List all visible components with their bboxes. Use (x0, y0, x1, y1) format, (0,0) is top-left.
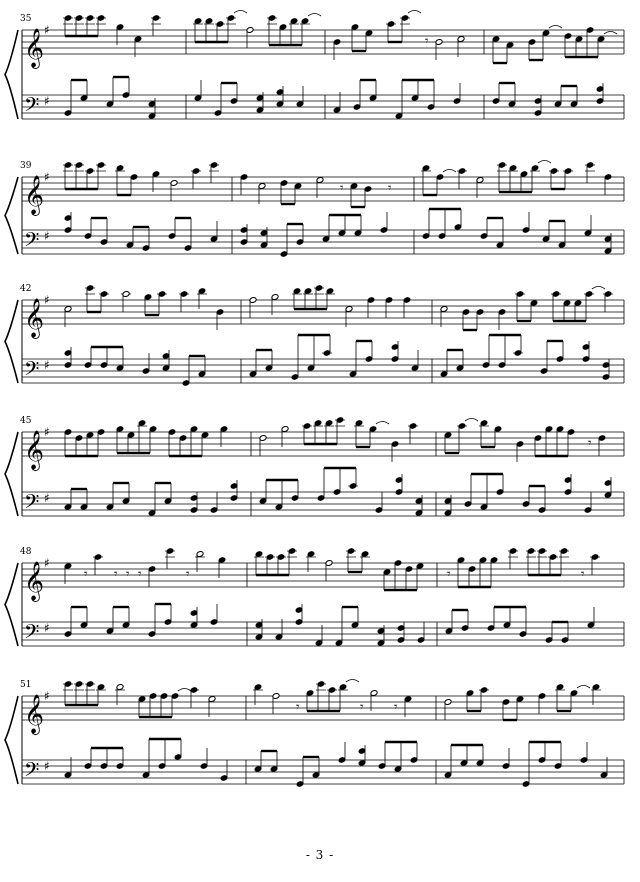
key-signature-sharp-icon: ♯ (44, 491, 50, 505)
tie-arc (577, 686, 590, 689)
system (5, 161, 624, 258)
eighth-rest-icon: 𝄾 (581, 567, 585, 582)
bass-clef-icon: 𝄢 (24, 93, 40, 121)
grand-staff-brace (5, 563, 18, 646)
eighth-rest-icon: 𝄾 (126, 567, 130, 582)
tie-arc (465, 419, 478, 422)
treble-clef-icon: 𝄞 (24, 28, 45, 68)
grand-staff-brace (5, 30, 18, 119)
treble-staff (22, 696, 624, 720)
measure (254, 548, 425, 647)
measure-number: 51 (20, 680, 32, 690)
grand-staff-brace (5, 432, 18, 516)
eighth-rest-icon: 𝄾 (447, 567, 451, 582)
tie-arc (376, 422, 389, 425)
key-signature-sharp-icon: ♯ (44, 358, 50, 372)
measure (240, 174, 392, 258)
bass-staff (22, 230, 624, 254)
measure (440, 287, 613, 381)
system (5, 416, 624, 518)
measure (259, 417, 423, 517)
eighth-rest-icon: 𝄾 (296, 700, 300, 715)
system (5, 11, 624, 122)
bass-clef-icon: 𝄢 (24, 490, 40, 518)
key-signature-sharp-icon: ♯ (44, 621, 50, 635)
bass-staff (22, 622, 624, 646)
eighth-rest-icon: 𝄾 (114, 567, 118, 582)
key-signature-sharp-icon: ♯ (44, 556, 50, 570)
bass-clef-icon: 𝄢 (24, 228, 40, 256)
bass-clef-icon: 𝄢 (24, 620, 40, 648)
key-signature-sharp-icon: ♯ (44, 293, 50, 307)
grand-staff-brace (5, 177, 18, 254)
measure (64, 548, 226, 638)
tie-arc (538, 161, 551, 164)
measure-number: 48 (20, 547, 32, 557)
bass-staff (22, 760, 624, 784)
measure (444, 419, 612, 517)
grand-staff-brace (5, 300, 18, 383)
eighth-rest-icon: 𝄾 (394, 700, 398, 715)
eighth-rest-icon: 𝄾 (186, 567, 190, 582)
tie-arc (346, 680, 359, 683)
tie-arc (604, 32, 617, 35)
treble-clef-icon: 𝄞 (24, 175, 45, 215)
bass-clef-icon: 𝄢 (24, 357, 40, 385)
bass-staff (22, 359, 624, 383)
tie-arc (443, 170, 456, 173)
tie-arc (592, 287, 605, 290)
system (5, 680, 624, 788)
measure (492, 26, 617, 117)
key-signature-sharp-icon: ♯ (44, 170, 50, 184)
measure-number: 45 (20, 416, 32, 426)
system (5, 547, 624, 648)
eighth-rest-icon: 𝄾 (340, 181, 344, 196)
tie-arc (234, 11, 247, 14)
key-signature-sharp-icon: ♯ (44, 94, 50, 108)
measure (249, 285, 419, 381)
measure (63, 162, 219, 252)
eighth-rest-icon: 𝄾 (84, 567, 88, 582)
system (5, 284, 624, 386)
measure (445, 548, 600, 644)
bass-staff (22, 95, 624, 119)
key-signature-sharp-icon: ♯ (44, 23, 50, 37)
eighth-rest-icon: 𝄾 (388, 181, 392, 196)
key-signature-sharp-icon: ♯ (44, 425, 50, 439)
key-signature-sharp-icon: ♯ (44, 689, 50, 703)
treble-clef-icon: 𝄞 (24, 694, 45, 734)
key-signature-sharp-icon: ♯ (44, 229, 50, 243)
eighth-rest-icon: 𝄾 (588, 436, 592, 451)
measure (193, 11, 321, 117)
treble-clef-icon: 𝄞 (24, 561, 45, 601)
measure (421, 161, 612, 255)
measure-number: 42 (20, 284, 32, 294)
measure (333, 11, 465, 120)
measure-number: 39 (20, 161, 32, 171)
grand-staff-brace (5, 696, 18, 784)
eighth-rest-icon: 𝄾 (360, 700, 364, 715)
eighth-rest-icon: 𝄾 (425, 34, 429, 49)
treble-clef-icon: 𝄞 (24, 298, 45, 338)
measure (64, 420, 238, 517)
key-signature-sharp-icon: ♯ (44, 759, 50, 773)
treble-clef-icon: 𝄞 (24, 430, 45, 470)
eighth-rest-icon: 𝄾 (138, 567, 142, 582)
measure-number: 35 (20, 14, 32, 24)
tie-arc (308, 14, 321, 17)
tie-arc (408, 11, 421, 14)
systems-layer (5, 11, 624, 788)
bass-clef-icon: 𝄢 (24, 758, 40, 786)
tie-arc (549, 26, 562, 29)
page-number: - 3 - (305, 848, 335, 862)
